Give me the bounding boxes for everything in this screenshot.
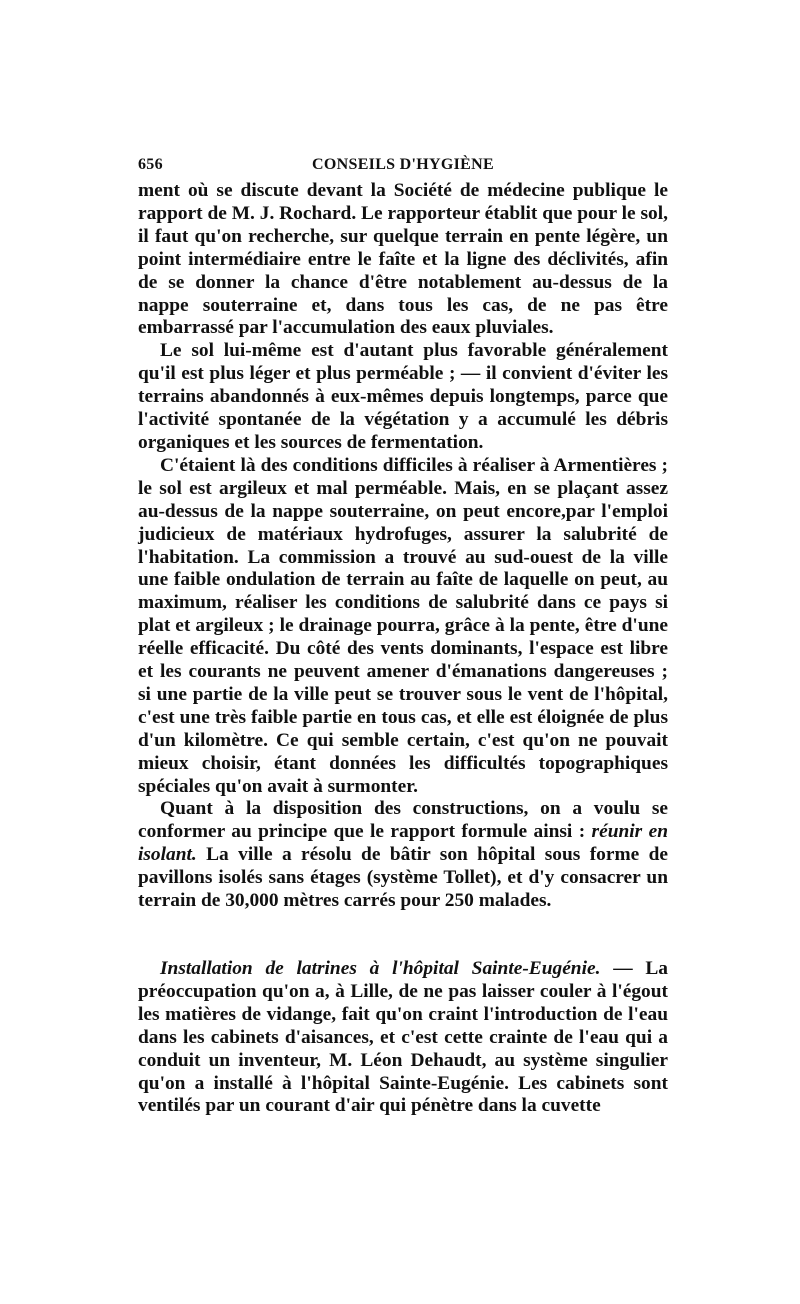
paragraph [138, 798, 668, 913]
page-body [138, 180, 668, 1118]
emphasis-quote: réunir en isolant. [138, 821, 668, 866]
section-paragraph [138, 958, 668, 1118]
page-header [138, 156, 668, 178]
page-number: 656 [138, 156, 163, 173]
section-text: — La préoccupation qu'on a, à Lille, de ne pas laisser couler à l'égout les matières de vidange, fait qu'on craint l'introduction de l'eau dans les cabinets d'aisances, et c'est cette crainte de l'eau qui a conduit un inventeur, M. Léon Dehaudt, au système singulier qu'on a installé à l'hôpital Sainte-Eugénie. Les cabinets sont ventilés par un courant d'air qui pénètre dans la cuvette [138, 958, 669, 1117]
running-title: CONSEILS D'HYGIÈNE [312, 156, 494, 173]
paragraph: Le sol lui-même est d'autant plus favorable généralement qu'il est plus léger et plus perméable ; — il convient d'éviter les terrains abandonnés à eux-mêmes depuis longtemps, parce que l'activité spontanée de la végétation y a accumulé les débris organiques et les sources de fermentation. [138, 340, 668, 453]
paragraph: ment où se discute devant la Société de médecine publique le rapport de M. J. Rochard. Le rapporteur établit que pour le sol, il faut qu'on recherche, sur quelque terrain en pente légère, un point intermédiaire entre le faîte et la ligne des déclivités, afin de se donner la chance d'être notablement au-dessus de la nappe souterraine et, dans tous les cas, de ne pas être embarrassé par l'accumulation des eaux pluviales. [138, 180, 668, 339]
section-title: Installation de latrines à l'hôpital Sainte-Eugénie. [160, 958, 601, 979]
paragraph-text: Quant à la disposition des constructions, on a voulu se conformer au principe que le rapport formule ainsi : [138, 798, 668, 843]
paragraph-text: La ville a résolu de bâtir son hôpital sous forme de pavillons isolés sans étages (système Tollet), et d'y consacrer un terrain de 30,000 mètres carrés pour 250 malades. [138, 844, 668, 912]
paragraph: C'étaient là des conditions difficiles à réaliser à Armentières ; le sol est argileux et mal perméable. Mais, en se plaçant assez au-dessus de la nappe souterraine, on peut encore,par l'emploi judicieux de matériaux hydrofuges, assurer la salubrité de l'habitation. La commission a trouvé au sud-ouest de la ville une faible ondulation de terrain au faîte de laquelle on peut, au maximum, réaliser les conditions de salubrité dans ce pays si plat et argileux ; le drainage pourra, grâce à la pente, être d'une réelle efficacité. Du côté des vents dominants, l'espace est libre et les courants ne peuvent amener d'émanations dangereuses ; si une partie de la ville peut se trouver sous le vent de l'hôpital, c'est une très faible partie en tous cas, et elle est éloignée de plus d'un kilomètre. Ce qui semble certain, c'est qu'on ne pouvait mieux choisir, étant données les difficultés topographiques spéciales qu'on avait à surmonter. [138, 454, 668, 797]
